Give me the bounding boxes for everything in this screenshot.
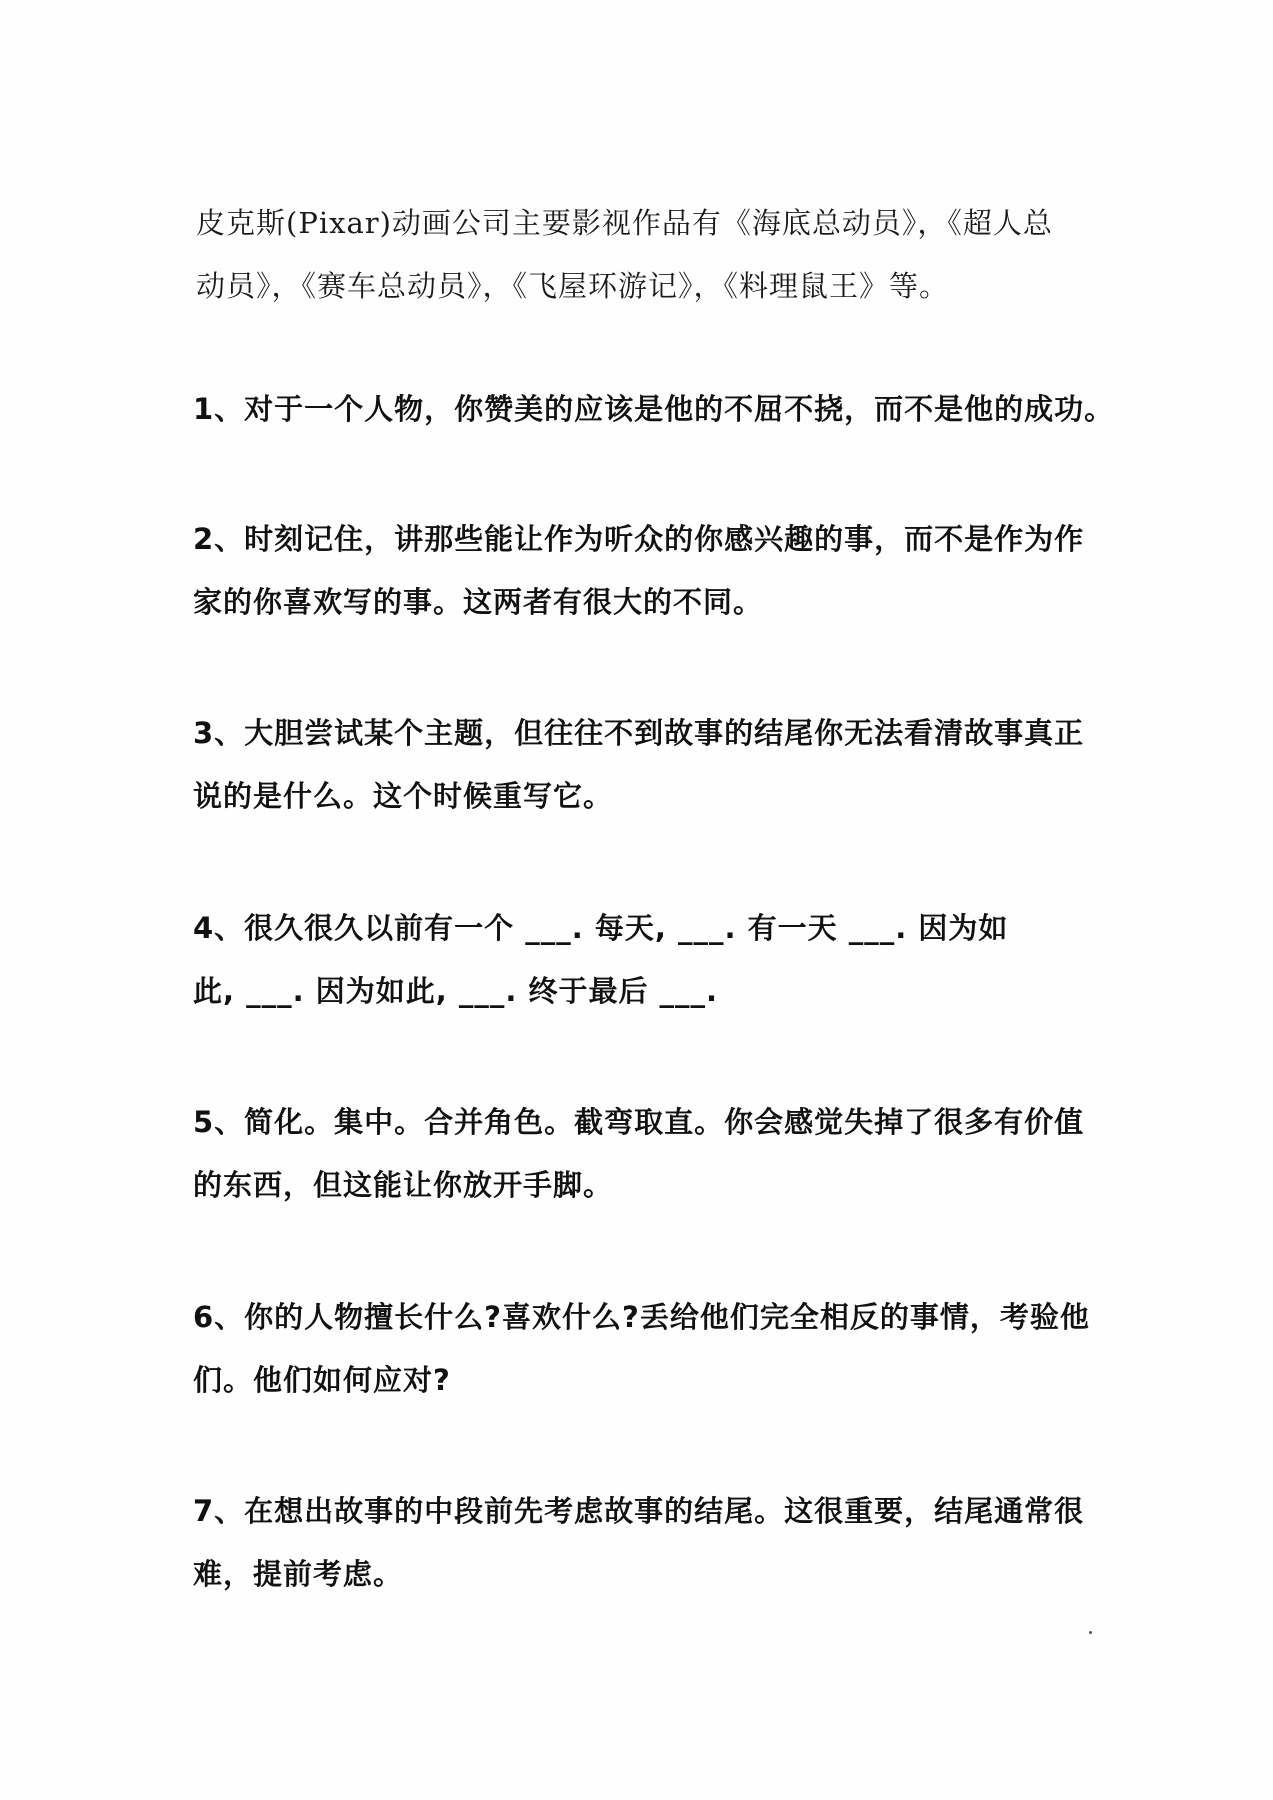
tip-7 xyxy=(193,1480,1113,1606)
tip-line: 3、大胆尝试某个主题，但往往不到故事的结尾你无法看清故事真正 xyxy=(193,716,1085,750)
intro-line: 皮克斯(Pixar)动画公司主要影视作品有《海底总动员》，《超人总 xyxy=(196,206,1053,240)
tip-line: 此, ___. 因为如此, ___. 终于最后 ___. xyxy=(193,974,719,1008)
tip-3 xyxy=(193,702,1113,828)
tip-2 xyxy=(193,508,1113,634)
tip-line: 1、对于一个人物，你赞美的应该是他的不屈不挠，而不是他的成功。 xyxy=(193,392,1115,426)
tip-line: 难，提前考虑。 xyxy=(193,1557,404,1591)
tip-line: 2、时刻记住，讲那些能让作为听众的你感兴趣的事，而不是作为作 xyxy=(193,522,1085,556)
intro-paragraph xyxy=(196,192,1096,318)
scan-speck xyxy=(1089,1631,1092,1634)
tip-line: 的东西，但这能让你放开手脚。 xyxy=(193,1168,614,1202)
tip-line: 7、在想出故事的中段前先考虑故事的结尾。这很重要，结尾通常很 xyxy=(193,1494,1085,1528)
tip-line: 们。他们如何应对? xyxy=(193,1363,451,1397)
intro-line: 动员》，《赛车总动员》，《飞屋环游记》，《料理鼠王》等。 xyxy=(196,269,950,303)
tip-line: 说的是什么。这个时候重写它。 xyxy=(193,779,614,813)
tip-line: 4、很久很久以前有一个 ___. 每天, ___. 有一天 ___. 因为如 xyxy=(193,911,1009,945)
tip-5 xyxy=(193,1091,1113,1217)
tip-4 xyxy=(193,897,1113,1023)
tip-line: 6、你的人物擅长什么?喜欢什么?丢给他们完全相反的事情，考验他 xyxy=(193,1300,1090,1334)
tip-line: 家的你喜欢写的事。这两者有很大的不同。 xyxy=(193,585,764,619)
tip-6 xyxy=(193,1286,1113,1412)
tip-line: 5、简化。集中。合并角色。截弯取直。你会感觉失掉了很多有价值 xyxy=(193,1105,1085,1139)
tip-1 xyxy=(193,378,1113,441)
